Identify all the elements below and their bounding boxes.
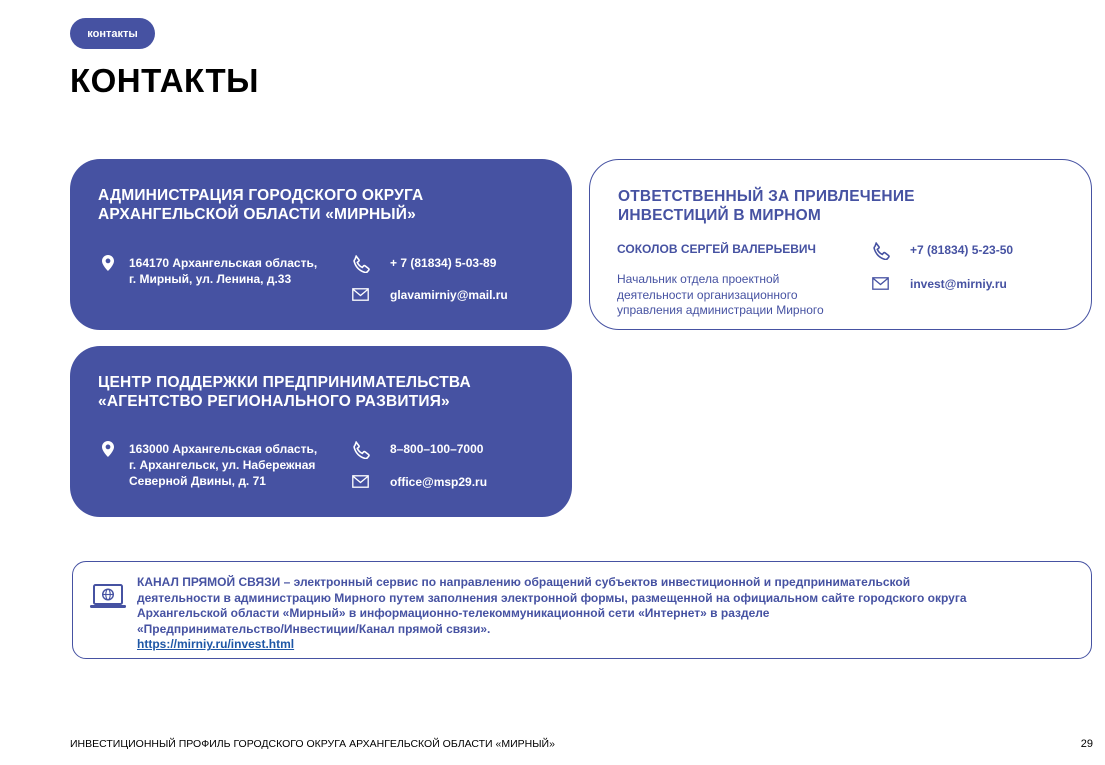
admin-address: 164170 Архангельская область, г. Мирный, ул. Ленина, д.33 — [102, 255, 339, 287]
investment-contact-card — [589, 159, 1092, 330]
support-address: 163000 Архангельская область, г. Архангельск, ул. Набережная Северной Двины, д. 71 — [102, 441, 339, 489]
page-title: КОНТАКТЫ — [70, 62, 259, 99]
location-pin-icon — [102, 255, 114, 271]
section-tag[interactable]: контакты — [70, 18, 155, 49]
laptop-globe-icon — [89, 583, 127, 611]
investment-card-title: ОТВЕТСТВЕННЫЙ ЗА ПРИВЛЕЧЕНИЕ ИНВЕСТИЦИЙ В МИРНОМ — [618, 188, 915, 224]
investment-phone: +7 (81834) 5-23-50 — [872, 242, 1013, 260]
location-pin-icon — [102, 441, 114, 457]
phone-icon — [872, 242, 892, 260]
support-center-card — [70, 346, 572, 517]
phone-icon — [352, 255, 372, 273]
footer-text: ИНВЕСТИЦИОННЫЙ ПРОФИЛЬ ГОРОДСКОГО ОКРУГА АРХАНГЕЛЬСКОЙ ОБЛАСТИ «МИРНЫЙ» — [70, 738, 555, 750]
person-name: СОКОЛОВ СЕРГЕЙ ВАЛЕРЬЕВИЧ — [617, 242, 816, 256]
phone-icon — [352, 441, 372, 459]
direct-channel-box — [72, 561, 1092, 659]
investment-email: invest@mirniy.ru — [872, 276, 1007, 292]
invest-page-link[interactable]: https://mirniy.ru/invest.html — [137, 637, 295, 652]
admin-card-title: АДМИНИСТРАЦИЯ ГОРОДСКОГО ОКРУГА АРХАНГЕЛЬСКОЙ ОБЛАСТИ «МИРНЫЙ» — [98, 187, 424, 223]
envelope-icon — [352, 288, 369, 301]
direct-channel-text: КАНАЛ ПРЯМОЙ СВЯЗИ – электронный сервис по направлению обращений субъектов инвестиционной и предпринимательской деятельности в администрацию Мирного путем заполнения электронной формы, размещенной на официальном сайте городского округа Архангельской области «Мирный» в информационно-телекоммуникационной сети «Интернет» в разделе «Предпринимательство/Инвестиции/Канал прямой связи». https://mirniy.ru/invest.html — [137, 575, 967, 652]
admin-contact-card — [70, 159, 572, 330]
support-card-title: ЦЕНТР ПОДДЕРЖКИ ПРЕДПРИНИМАТЕЛЬСТВА «АГЕНТСТВО РЕГИОНАЛЬНОГО РАЗВИТИЯ» — [98, 374, 471, 410]
admin-phone: + 7 (81834) 5-03-89 — [352, 255, 496, 273]
envelope-icon — [872, 277, 889, 290]
envelope-icon — [352, 475, 369, 488]
person-role: Начальник отдела проектной деятельности организационного управления администрации Мирного — [617, 272, 824, 317]
support-email: office@msp29.ru — [352, 474, 487, 490]
support-phone: 8–800–100–7000 — [352, 441, 483, 459]
page-number: 29 — [1080, 738, 1093, 750]
admin-email: glavamirniy@mail.ru — [352, 287, 508, 303]
